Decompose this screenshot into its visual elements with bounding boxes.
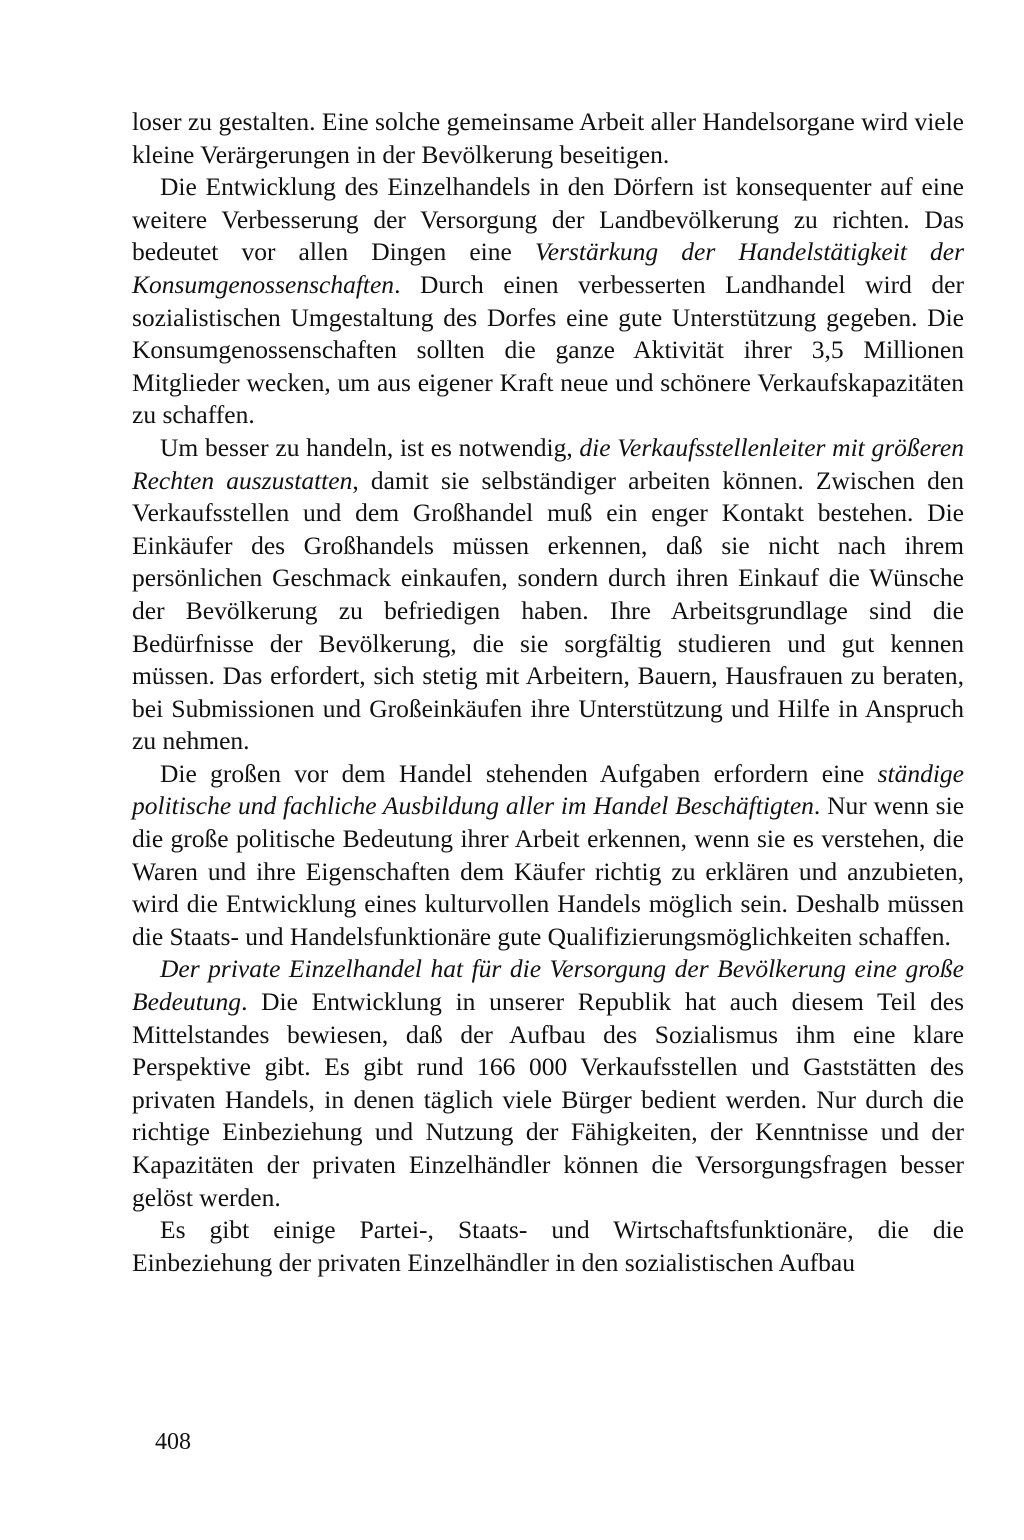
paragraph-4 bbox=[132, 758, 964, 954]
paragraph-2 bbox=[132, 171, 964, 432]
paragraph-5 bbox=[132, 953, 964, 1214]
paragraph-2-text-b: . Durch einen verbesserten Landhandel wird der sozialistischen Umgestaltung des Dorfes eine gute Unterstützung gegeben. Die Konsumgenossenschaften sollten die ganze Aktivität ihrer 3,5 Millionen Mitglieder wecken, um aus eigener Kraft neue und schönere Verkaufskapazitäten zu schaffen. bbox=[132, 269, 964, 430]
paragraph-4-emphasis: ständige politische und fachliche Ausbildung aller im Handel Beschäftigten bbox=[132, 758, 964, 821]
paragraph-4-text-b: . Nur wenn sie die große politische Bedeutung ihrer Arbeit erkennen, wenn sie es verstehen, die Waren und ihre Eigenschaften dem Käufer richtig zu erklären und anzubieten, wird die Entwicklung eines kulturvollen Handels möglich sein. Deshalb müssen die Staats- und Handelsfunktionäre gute Qualifizierungsmöglichkeiten schaffen. bbox=[132, 791, 965, 951]
paragraph-4-text-a: Die großen vor dem Handel stehenden Aufgaben erfordern eine bbox=[160, 758, 878, 788]
page-body bbox=[132, 106, 964, 1279]
paragraph-3-emphasis: die Verkaufsstellenleiter mit größeren Rechten auszustatten bbox=[132, 432, 964, 495]
paragraph-2-emphasis: Verstärkung der Handelstätigkeit der Konsumgenossenschaften bbox=[132, 237, 964, 299]
paragraph-5-emphasis: Der private Einzelhandel hat für die Versorgung der Bevölkerung eine große Bedeutung bbox=[132, 954, 964, 1017]
paragraph-3-text-b: , damit sie selbständiger arbeiten können. Zwischen den Verkaufsstellen und dem Großhandel muß ein enger Kontakt bestehen. Die Einkäufer des Großhandels müssen erkennen, daß sie nicht nach ihrem persönlichen Geschmack einkaufen, sondern durch ihren Einkauf die Wünsche der Bevölkerung zu befriedigen haben. Ihre Arbeitsgrundlage sind die Bedürfnisse der Bevölkerung, die sie sorgfältig studieren und gut kennen müssen. Das erfordert, sich stetig mit Arbeitern, Bauern, Hausfrauen zu beraten, bei Submissionen und Großeinkäufen ihre Unterstützung und Hilfe in Anspruch zu nehmen. bbox=[132, 465, 964, 756]
page-number: 408 bbox=[155, 1429, 191, 1455]
paragraph-3 bbox=[132, 432, 964, 758]
paragraph-5-text: . Die Entwicklung in unserer Republik hat auch diesem Teil des Mittelstandes bewiesen, daß der Aufbau des Sozialismus ihm eine klare Perspektive gibt. Es gibt rund 166 000 Verkaufsstellen und Gaststätten des privaten Handels, in denen täglich viele Bürger bedient werden. Nur durch die richtige Einbeziehung und Nutzung der Fähigkeiten, der Kenntnisse und der Kapazitäten der privaten Einzelhändler können die Versorgungsfragen besser gelöst werden. bbox=[132, 987, 964, 1212]
paragraph-3-text-a: Um besser zu handeln, ist es notwendig, bbox=[160, 432, 580, 462]
paragraph-6-text: Es gibt einige Partei-, Staats- und Wirtschaftsfunktionäre, die die Einbeziehung der privaten Einzelhändler in den sozialistischen Aufbau bbox=[132, 1215, 964, 1277]
paragraph-2-text-a: Die Entwicklung des Einzelhandels in den Dörfern ist konsequenter auf eine weitere Verbesserung der Versorgung der Landbevölkerung zu richten. Das bedeutet vor allen Dingen eine bbox=[132, 172, 964, 267]
paragraph-6 bbox=[132, 1214, 964, 1279]
paragraph-1 bbox=[132, 106, 964, 171]
paragraph-1-text: loser zu gestalten. Eine solche gemeinsame Arbeit aller Handelsorgane wird viele kleine Verärgerungen in der Bevölkerung beseitigen. bbox=[132, 107, 964, 169]
